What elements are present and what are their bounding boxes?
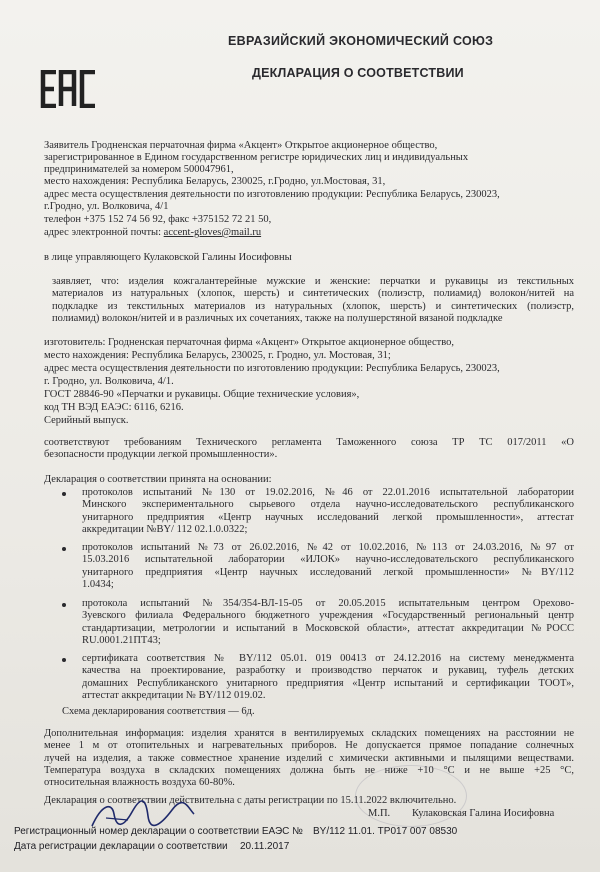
bullet-icon — [62, 547, 66, 551]
basis-item-line: Минского экспериментального сырьевого отдела научно-исследовательского республиканского — [82, 499, 574, 511]
additional-info — [44, 728, 574, 789]
declares-line: материалов из натуральных (хлопок, шерсть) и синтетических (полиэстр, полиамид) волокон/нитей на — [52, 288, 574, 300]
bullet-icon — [62, 492, 66, 496]
conformity-line: безопасности продукции легкой промышленности». — [44, 449, 278, 461]
bullet-icon — [62, 603, 66, 607]
declares-line: подкладке из текстильных материалов из натуральных (хлопок, шерсть) и синтетических (полиэстр, — [52, 300, 574, 312]
basis-item-line: протоколов испытаний №73 от 26.02.2016, №42 от 10.02.2016, №113 от 24.03.2016, №97 от — [82, 542, 574, 553]
additional-line: Температура воздуха в складских помещениях должна быть не ниже +10 °С и не выше +25 °С, — [44, 764, 574, 776]
applicant-email-row — [44, 227, 261, 239]
registration-date-label: Дата регистрации декларации о соответствии — [14, 841, 228, 852]
applicant-line: зарегистрированное в Едином государственном регистре юридических лиц и индивидуальных — [44, 152, 469, 163]
serial-release: Серийный выпуск. — [44, 415, 129, 426]
validity-statement: Декларация о соответствии действительна с даты регистрации по 15.11.2022 включительно. — [44, 795, 457, 806]
basis-item-line: протоколов испытаний №130 от 19.02.2016, №46 от 22.01.2016 испытательной лаборатории — [82, 487, 574, 498]
basis-item-line: сертификата соответствия № BY/112 05.01. 019 00413 от 24.12.2016 на систему менеджмента — [82, 653, 574, 664]
basis-item-line: аккредитации №BY/ 112 02.1.0.0322; — [82, 523, 248, 535]
basis-item-line: протокола испытаний №354/354-ВЛ-15-05 от 20.05.2015 испытательным центром Орехово- — [82, 598, 574, 609]
declaration-scheme: Схема декларирования соответствия — 6д. — [62, 706, 255, 717]
seal-place-label: М.П. — [368, 808, 391, 819]
manufacturer-line: изготовитель: Гродненская перчаточная фирма «Акцент» Открытое акционерное общество, — [44, 337, 454, 348]
basis-item — [82, 487, 574, 536]
applicant-production-address: г.Гродно, ул. Волковича, 4/1 — [44, 201, 169, 212]
declares-line: полиамид) волокон/нитей и в различных их сочетаниях, также на полушерстяной вязаной подкладке — [52, 312, 503, 324]
conformity-paragraph — [44, 437, 574, 462]
declares-paragraph — [52, 276, 574, 325]
manufacturer-line: место нахождения: Республика Беларусь, 230025, г. Гродно, ул. Мостовая, 31; — [44, 350, 391, 361]
email-label: адрес электронной почты: — [44, 227, 164, 238]
basis-item-line: 1.0434; — [82, 578, 114, 590]
basis-item — [82, 653, 574, 702]
basis-item-line: унитарного предприятия «Центр научных исследований легкой промышленности» №BY/112 — [82, 566, 574, 578]
basis-item-line: домашних Республиканского унитарного предприятия «Центр испытаний и сертификации ТООТ», — [82, 677, 574, 689]
additional-line: относительная влажность воздуха 60-80%. — [44, 777, 235, 789]
basis-intro: Декларация о соответствии принята на основании: — [44, 474, 272, 485]
declares-line: заявляет, что: изделия кожгалантерейные мужские и женские: перчатки и рукавицы из текстильных — [52, 276, 574, 287]
tn-ved-code: код ТН ВЭД ЕАЭС: 6116, 6216. — [44, 402, 184, 413]
registration-date: 20.11.2017 — [240, 841, 290, 852]
basis-item-line: аттестат аккредитации № BY/112 019.02. — [82, 689, 266, 701]
registration-number-label: Регистрационный номер декларации о соответствии ЕАЭС № — [14, 826, 303, 837]
bullet-icon — [62, 658, 66, 662]
applicant-address: место нахождения: Республика Беларусь, 230025, г.Гродно, ул.Мостовая, 31, — [44, 176, 386, 187]
union-title: ЕВРАЗИЙСКИЙ ЭКОНОМИЧЕСКИЙ СОЮЗ — [228, 34, 494, 48]
additional-line: менее 1 м от отопительных и нагревательных приборов. Не допускается прямое попадание солнечных — [44, 740, 574, 752]
additional-line: лучей на изделия, а также совместное хранение изделий с химически активными и пылящими веществами. — [44, 752, 574, 764]
conformity-line: соответствуют требованиям Технического регламента Таможенного союза ТР ТС 017/2011 «О — [44, 437, 574, 448]
declaration-title: ДЕКЛАРАЦИЯ О СООТВЕТСТВИИ — [252, 66, 464, 80]
email-link[interactable]: accent-gloves@mail.ru — [163, 227, 262, 238]
basis-item — [82, 598, 574, 647]
basis-item-line: RU.0001.21ПТ43; — [82, 634, 161, 646]
signer-name: Кулаковская Галина Иосифовна — [412, 808, 555, 819]
applicant-phone: телефон +375 152 74 56 92, факс +375152 72 21 50, — [44, 214, 272, 225]
representative: в лице управляющего Кулаковской Галины Иосифовны — [44, 252, 292, 263]
basis-item-line: стандартизации, метрологии и испытаний в Московской области», аттестат аккредитации №РОСС — [82, 622, 574, 634]
basis-item-line: унитарного предприятия «Центр научных исследований легкой промышленности», аттестат — [82, 511, 574, 523]
additional-line: Дополнительная информация: изделия хранятся в вентилируемых складских помещениях на расстоянии не — [44, 728, 574, 739]
basis-item-line: 15.03.2016 испытательной лаборатории «ИЛОК» научно-исследовательского республиканского — [82, 554, 574, 566]
basis-item-line: Зуевского филиала Федерального бюджетного учреждения «Государственный региональный центр — [82, 610, 574, 622]
applicant-line: предпринимателей за номером 500047961, — [44, 164, 234, 175]
registration-number: BY/112 11.01. ТР017 007 08530 — [313, 826, 458, 837]
gost-line: ГОСТ 28846-90 «Перчатки и рукавицы. Общие технические условия», — [44, 389, 360, 400]
manufacturer-line: г. Гродно, ул. Волковича, 4/1. — [44, 376, 174, 387]
eac-logo — [40, 70, 98, 108]
applicant-production-address: адрес места осуществления деятельности по изготовлению продукции: Республика Беларусь, 230023, — [44, 189, 500, 200]
applicant-line: Заявитель Гродненская перчаточная фирма «Акцент» Открытое акционерное общество, — [44, 140, 438, 151]
basis-item — [82, 542, 574, 591]
manufacturer-line: адрес места осуществления деятельности по изготовлению продукции: Республика Беларусь, 230023, — [44, 363, 500, 374]
basis-item-line: качества на проектирование, разработку и производство перчаток и рукавиц, туфель детских — [82, 665, 574, 677]
